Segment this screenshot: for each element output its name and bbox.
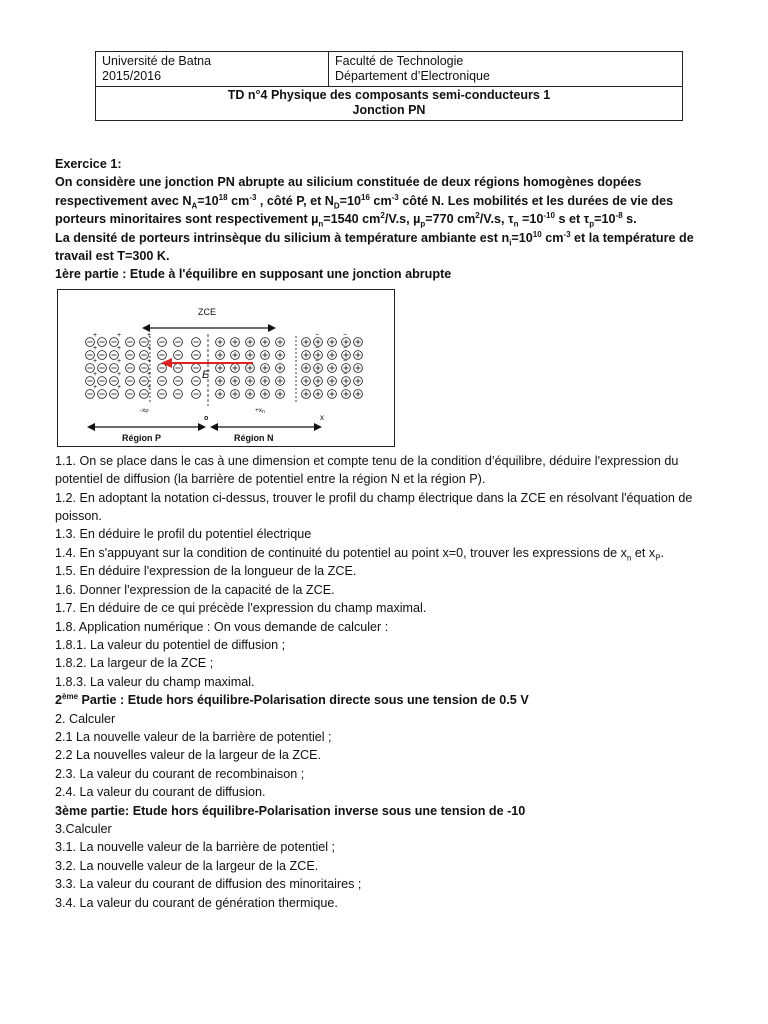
question-3-3: 3.3. La valeur du courant de diffusion des minoritaires ; bbox=[55, 877, 362, 892]
header-right-cell bbox=[329, 52, 683, 87]
header-table bbox=[95, 51, 683, 121]
hole-carrier-icon: + bbox=[147, 331, 152, 339]
university-name: Université de Batna bbox=[102, 54, 212, 68]
intrinsic-density-text: La densité de porteurs intrinsèque du silicium à température ambiante est $n_i=10^{10}$ $cm^{-3}$ et la température de travail est T=300 K. bbox=[55, 229, 694, 264]
question-3: 3.Calculer bbox=[55, 821, 112, 836]
document-subtitle: Jonction PN bbox=[352, 103, 426, 117]
question-1-8: 1.8. Application numérique : On vous demande de calculer : bbox=[55, 619, 389, 634]
question-2-3: 2.3. La valeur du courant de recombinaison ; bbox=[55, 766, 305, 781]
figure-frame bbox=[57, 289, 395, 447]
question-1-8-1: 1.8.1. La valeur du potentiel de diffusion ; bbox=[55, 637, 286, 652]
electron-carrier-icon: − bbox=[315, 383, 320, 391]
pn-junction-diagram bbox=[58, 290, 394, 446]
electron-carrier-icon: − bbox=[343, 331, 348, 339]
electron-carrier-icon: − bbox=[343, 357, 348, 365]
hole-carrier-icon: + bbox=[93, 344, 98, 352]
hole-carrier-icon: + bbox=[117, 383, 122, 391]
question-1-1: 1.1. On se place dans le cas à une dimension et compte tenu de la condition d’équilibre, déduire l'expression du potentiel de diffusion (la barrière de potentiel entre la région N et la région P). bbox=[55, 453, 679, 487]
plus-xn-label: +xn bbox=[255, 406, 265, 415]
pn-junction-figure bbox=[55, 284, 720, 452]
question-1-5: 1.5. En déduire l'expression de la longueur de la ZCE. bbox=[55, 564, 357, 579]
hole-carrier-icon: + bbox=[117, 331, 122, 339]
question-2: 2. Calculer bbox=[55, 711, 116, 726]
exercise-title: Exercice 1: bbox=[55, 157, 122, 171]
hole-carrier-icon: + bbox=[117, 357, 122, 365]
question-1-6: 1.6. Donner l'expression de la capacité de la ZCE. bbox=[55, 582, 335, 597]
question-1-4: 1.4. En s'appuyant sur la condition de continuité du potentiel au point x=0, trouver les expressions de $x_n$ et $x_P$. bbox=[55, 545, 665, 563]
question-3-2: 3.2. La nouvelle valeur de la largeur de la ZCE. bbox=[55, 858, 319, 873]
hole-carrier-icon: + bbox=[147, 383, 152, 391]
question-2-1: 2.1 La nouvelle valeur de la barrière de potentiel ; bbox=[55, 729, 332, 744]
hole-carrier-icon: + bbox=[117, 344, 122, 352]
faculty-name: Faculté de Technologie bbox=[335, 54, 464, 68]
question-1-8-2: 1.8.2. La largeur de la ZCE ; bbox=[55, 656, 214, 671]
origin-label: o bbox=[204, 414, 209, 422]
question-1-7: 1.7. En déduire de ce qui précède l'expression du champ maximal. bbox=[55, 601, 427, 616]
hole-carrier-icon: + bbox=[93, 357, 98, 365]
hole-carrier-icon: + bbox=[147, 344, 152, 352]
hole-carrier-icon: + bbox=[147, 357, 152, 365]
question-1-8-3: 1.8.3. La valeur du champ maximal. bbox=[55, 674, 255, 689]
part1-heading: 1ère partie : Etude à l'équilibre en supposant une jonction abrupte bbox=[55, 267, 452, 282]
electron-carrier-icon: − bbox=[343, 383, 348, 391]
question-1-2: 1.2. En adoptant la notation ci-dessus, trouver le profil du champ électrique dans la ZCE en résolvant l'équation de poisson. bbox=[55, 490, 693, 524]
question-3-4: 3.4. La valeur du courant de génération thermique. bbox=[55, 895, 338, 910]
hole-carrier-icon: + bbox=[117, 370, 122, 378]
header-left-cell bbox=[96, 52, 329, 87]
region-n-label: Région N bbox=[234, 432, 274, 443]
electron-carrier-icon: − bbox=[343, 344, 348, 352]
hole-carrier-icon: + bbox=[93, 383, 98, 391]
question-1-3: 1.3. En déduire le profil du potentiel électrique bbox=[55, 527, 312, 542]
exercise-content bbox=[55, 155, 720, 912]
question-2-4: 2.4. La valeur du courant de diffusion. bbox=[55, 785, 266, 800]
question-3-1: 3.1. La nouvelle valeur de la barrière de potentiel ; bbox=[55, 840, 336, 855]
zce-label: ZCE bbox=[198, 306, 216, 317]
electron-carrier-icon: − bbox=[315, 370, 320, 378]
electron-carrier-icon: − bbox=[315, 331, 320, 339]
document-title-cell bbox=[96, 87, 683, 121]
part2-heading: 2ème Partie : Etude hors équilibre-Polarisation directe sous une tension de 0.5 V bbox=[55, 691, 529, 708]
hole-carrier-icon: + bbox=[93, 331, 98, 339]
part3-heading: 3ème partie: Etude hors équilibre-Polarisation inverse sous une tension de -10 bbox=[55, 803, 526, 818]
electron-carrier-icon: − bbox=[343, 370, 348, 378]
field-label: E bbox=[202, 368, 210, 381]
academic-year: 2015/2016 bbox=[102, 69, 162, 83]
question-2-2: 2.2 La nouvelles valeur de la largeur de la ZCE. bbox=[55, 748, 322, 763]
region-p-label: Région P bbox=[122, 432, 162, 443]
document-title: TD n°4 Physique des composants semi-conducteurs 1 bbox=[227, 88, 551, 102]
x-axis-label: x bbox=[320, 412, 324, 422]
electron-carrier-icon: − bbox=[315, 357, 320, 365]
minus-xp-label: -xP bbox=[140, 406, 149, 415]
hole-carrier-icon: + bbox=[93, 370, 98, 378]
department-name: Département d’Electronique bbox=[335, 69, 490, 83]
exercise-intro: On considère une jonction PN abrupte au silicium constituée de deux régions homogènes dopées respectivement avec $N_A=10^{18}$ $cm^{-3}$ , côté P, et $N_D=10^{16}$ $cm^{-3}$ côté N. Les mobilités et les durées de vie des porteurs minoritaires sont respectivement µ$_n$=1540 $cm^2/V.s$, µ$_p$=770 $cm^2/V.s$, $\tau_n =10^{-10}$ s et $\tau_p=10^{-8}$ s. bbox=[55, 175, 674, 229]
hole-carrier-icon: + bbox=[147, 370, 152, 378]
electron-carrier-icon: − bbox=[315, 344, 320, 352]
